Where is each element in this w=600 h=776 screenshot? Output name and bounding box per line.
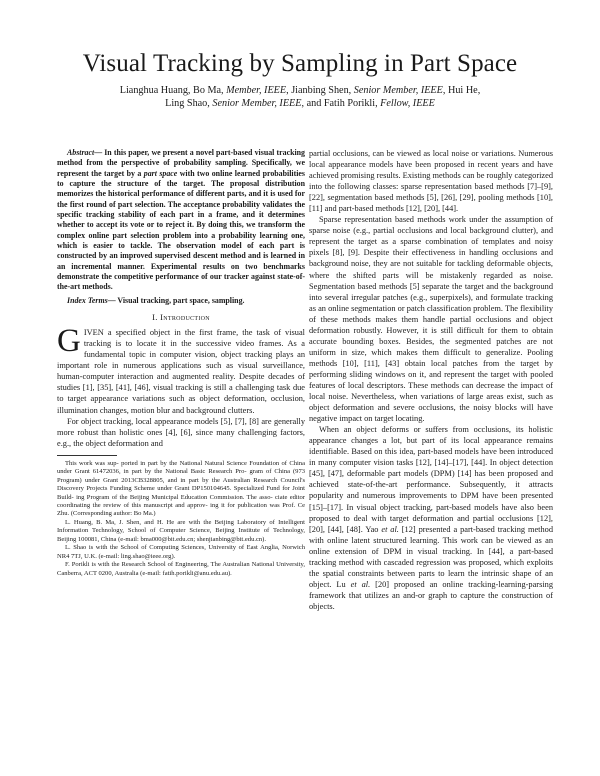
index-terms-text: — Visual tracking, part space, sampling. xyxy=(107,295,245,305)
intro-text-1: a specified object in the first frame, the task of visual tracking is to locate it in the successive video frames. As a fundamental topic in computer vision, object tracking plays an important role in numerous applications such as visual surveillance, human-computer interaction and augmented reality. Despite decades of studies [1], [35], [41], [46], visual tracking is still a challenging task due to target appearance variations such as object deformation, occlusion, illumination changes, motion blur and background clutters. xyxy=(57,328,305,415)
intro-paragraph-2: For object tracking, local appearance models [5], [7], [8] are generally more robust than holistic ones [4], [6], since many challenging factors, e.g., the object deformation and xyxy=(57,416,305,448)
author-line-2 xyxy=(60,97,540,110)
right-paragraph-2: Sparse representation based methods work under the assumption of sparse noise (e.g., partial occlusions and local background clutter), and represent the target as a sparse combination of templates and noisy pixels [8], [9]. Despite their effectiveness in handling occlusions and background noise, they are not suitable for tackling deformable objects, where the shifted parts will be mistakenly regarded as noise. Segmentation based methods [5] separate the target and the background into several irregular patches (e.g., superpixels), and formulate tracking as an online segmentation or patch classification problem. The flexibility of these methods makes them handle partial occlusions and object deformation robustly. However, it is still difficult for them to obtain accurate bounding boxes. Besides, the segmented patches are not uniform in size, which makes them difficult to generalize. Pooling methods [10], [11], [43] obtain local patches from the target by performing sliding windows on it, and represent the target with pooled features of local descriptors. These methods can decrease the impact of local noise. Nevertheless, when variations of large areas exist, such as object deformation and severe occlusions, the noisy blocks will have negative impact on target locating. xyxy=(309,215,553,424)
footnote-funding: This work was sup- ported in part by the National Natural Science Foundation of China under Grant 61472036, in part by the National Basic Research Pro- gram of China (973 Program) under Grant 2013CB328805, and in part by the Australian Research Council's Discovery Projects Funding Scheme under Grant DP150104645. Specialized Fund for Joint Build- ing Program of the Beijing Municipal Education Commission. The asso- ciate editor coordinating the review of this manuscript and approv- ing it for publication was Prof. Ce Zhu. (Corresponding author: Bo Ma.) xyxy=(57,459,305,518)
author-role-2: Senior Member, IEEE xyxy=(353,85,443,96)
section-numeral: I. xyxy=(152,312,161,323)
abstract-emphasis: part space xyxy=(143,168,178,178)
author-role-1: Member, IEEE xyxy=(226,85,287,96)
footnote-affiliation-1: L. Huang, B. Ma, J. Shen, and H. He are with the Beijing Laboratory of Intelligent Information Technology, School of Computer Science, Beijing Institute of Technology, Beijing 100081, China (e-mail: bma000@bit.edu.cn; shenjianbing@bit.edu.cn). xyxy=(57,518,305,543)
author-names-5: , and Fatih Porikli, xyxy=(301,98,381,109)
author-names-4: Ling Shao, xyxy=(165,98,213,109)
right-text-3b: [12] presented a part-based tracking method with online latent structured learning. This work can be viewed as an online extension of DPM in visual tracking. In [44], a part-based tracking method with cascaded regression was proposed, which exploits the spatial constraints between parts to learn the intrinsic shape of an object. Lu xyxy=(309,524,554,589)
section-name: Introduction xyxy=(160,312,210,323)
right-text-3c: [20] proposed an online tracking-learning-parsing framework that utilizes an and-or graph to capture the construction of objects. xyxy=(309,579,553,611)
right-etal-1: et al. xyxy=(381,524,399,534)
footnote-affiliation-3: F. Porikli is with the Research School of Engineering, The Australian National University, Canberra, ACT 0200, Australia (e-mail: fatih.porikli@anu.edu.au). xyxy=(57,561,305,577)
index-terms xyxy=(57,296,305,306)
intro-first-word: IVEN xyxy=(83,328,104,338)
author-names-1: Lianghua Huang, Bo Ma, xyxy=(119,85,227,96)
drop-cap: G xyxy=(57,323,81,360)
intro-paragraph-1 xyxy=(57,323,305,415)
right-paragraph-3 xyxy=(309,424,553,612)
abstract xyxy=(57,148,305,293)
footnote-affiliation-2: L. Shao is with the School of Computing Sciences, University of East Anglia, Norwich NR4 7TJ, U.K. (e-mail: ling.shao@ieee.org). xyxy=(57,544,305,560)
author-role-4: Fellow, IEEE xyxy=(380,98,435,109)
section-heading-introduction xyxy=(57,312,305,323)
author-line-1 xyxy=(60,84,540,97)
abstract-label: Abstract xyxy=(67,148,95,157)
index-terms-label: Index Terms xyxy=(67,295,108,305)
abstract-text-2: with two online learned probabilities to capture the structure of the target. The proposal distribution memorizes the historical performance of different parts, and it is used for the first round of part selection. The acceptance probability validates the specific tracking stability of each part in a frame, and it determines whether to accept its vote or to reject it. By doing this, we transform the complex online part selection problem into a probability learning one, which is easier to tackle. The observation model of each part is constructed by an improved supervised descent method and is learned in an incremental manner. Experimental results on two benchmarks demonstrate the competitive performance of our tracker against state-of-the-art methods. xyxy=(57,168,305,292)
right-text-3a: When an object deforms or suffers from occlusions, its holistic appearance changes a lot, but part of its local appearance remains identifiable. Based on this idea, part-based models have been introduced in many computer vision tasks [12], [14]–[17], [44]. In object detection [45], [47], deformable part models (DPM) [14] has been proposed and achieved state-of-the-art performance. Subsequently, it attracts popularity and numerous improvements to DPM have been presented [15]–[17]. In visual object tracking, part-based models have also been proposed to deal with target deformation and partial occlusions [12], [20], [44], [48]. Yao xyxy=(309,425,553,534)
left-column xyxy=(57,148,305,578)
author-names-2: , Jianbing Shen, xyxy=(286,85,354,96)
right-paragraph-1: partial occlusions, can be viewed as local noise or variations. Numerous local appearance models have been proposed in recent years and have achieved promising results. Existing methods can be roughly categorized into the following classes: sparse representation based methods [7]–[9], [22], segmentation based methods [5], [26], [29], pooling methods [10], [11] and part-based methods [12], [20], [44]. xyxy=(309,149,553,214)
author-role-3: Senior Member, IEEE xyxy=(212,98,302,109)
right-column xyxy=(309,148,553,612)
paper-title: Visual Tracking by Sampling in Part Space xyxy=(82,50,518,77)
author-block xyxy=(60,84,540,110)
author-names-3: , Hui He, xyxy=(442,85,481,96)
right-etal-2: et al. xyxy=(350,579,371,589)
abstract-text-1: — In this paper, we present a novel part-based visual tracking method from the perspective of probability sampling. Specifically, we represent the target by a xyxy=(57,148,305,178)
footnote-divider xyxy=(57,455,117,456)
